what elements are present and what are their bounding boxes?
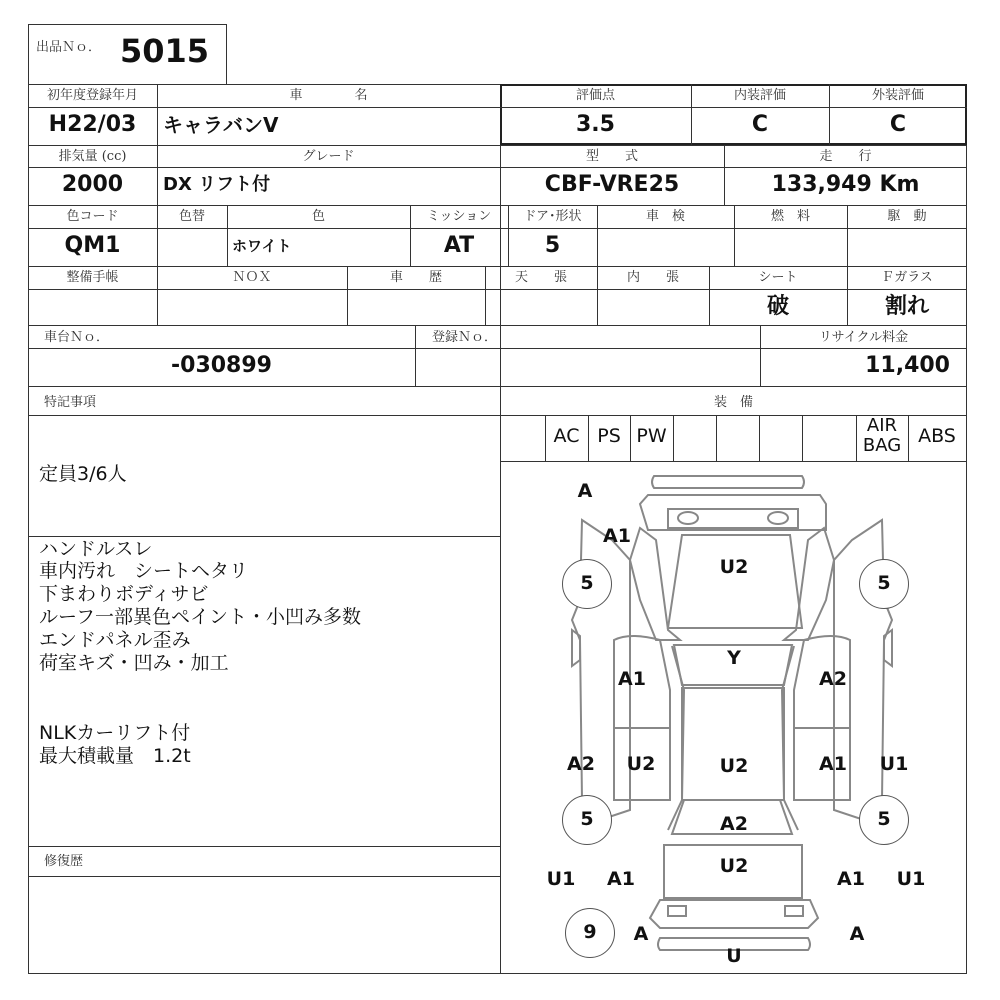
glass-value: 割れ bbox=[884, 294, 929, 319]
mark-left-rear-corner: U1 bbox=[546, 868, 576, 890]
interior-value: C bbox=[751, 112, 769, 137]
fuel-label: 燃 料 bbox=[770, 209, 810, 224]
mileage-value: 133,949 Km bbox=[771, 172, 920, 197]
repair-history-label: 修復歴 bbox=[44, 854, 84, 869]
score-value: 3.5 bbox=[576, 112, 615, 137]
door-label: ドア･形状 bbox=[523, 209, 582, 224]
mark-right-sill: U1 bbox=[879, 753, 909, 775]
notes-capacity: 定員3/6人 bbox=[39, 463, 127, 485]
drive-label: 駆 動 bbox=[887, 209, 927, 224]
reg-date-label: 初年度登録年月 bbox=[46, 88, 138, 103]
seat-value: 破 bbox=[766, 294, 789, 319]
recycle-value: 11,400 bbox=[865, 353, 950, 378]
mission-value: AT bbox=[443, 233, 475, 258]
mark-front-bumper: A bbox=[577, 480, 593, 502]
extra-line: NLKカーリフト付 bbox=[39, 722, 191, 744]
recycle-label: リサイクル料金 bbox=[818, 330, 909, 345]
mark-right-rear-corner: U1 bbox=[896, 868, 926, 890]
mark-left-door: A1 bbox=[618, 668, 646, 690]
equip-ps: PS bbox=[597, 425, 621, 447]
mark-front-left: A1 bbox=[603, 525, 631, 547]
equip-abs: ABS bbox=[918, 425, 956, 447]
lot-number-value: 5015 bbox=[120, 32, 210, 70]
defect-line: 下まわりボディサビ bbox=[39, 583, 209, 605]
score-label: 評価点 bbox=[575, 88, 615, 103]
mark-roof: U2 bbox=[719, 755, 749, 777]
mission-label: ミッション bbox=[426, 209, 492, 224]
lot-number-label: 出品Ｎｏ． bbox=[36, 40, 102, 55]
equip-ac: AC bbox=[553, 425, 580, 447]
tire-front-right: 5 bbox=[859, 559, 909, 609]
model-value: CBF-VRE25 bbox=[544, 172, 680, 197]
chassis-value: -030899 bbox=[171, 353, 272, 378]
notes-label: 特記事項 bbox=[44, 395, 97, 410]
defect-line: 車内汚れ シートヘタリ bbox=[39, 560, 249, 582]
mark-left-sill: A2 bbox=[567, 753, 595, 775]
history-label: 車 歴 bbox=[389, 270, 442, 285]
tire-rear-right: 5 bbox=[859, 795, 909, 845]
mark-left-quarter: A1 bbox=[607, 868, 635, 890]
nox-label: ＮＯＸ bbox=[232, 270, 272, 285]
mark-rear-hatch: U2 bbox=[719, 855, 749, 877]
mark-rear-left-bumper: A bbox=[633, 923, 649, 945]
mileage-label: 走 行 bbox=[819, 149, 872, 164]
roof-lining-label: 天 張 bbox=[514, 270, 567, 285]
tire-front-left: 5 bbox=[562, 559, 612, 609]
mark-right-rear-panel: A1 bbox=[819, 753, 847, 775]
defect-line: エンドパネル歪み bbox=[39, 629, 191, 651]
car-name-label: 車 名 bbox=[289, 88, 368, 103]
mark-left-rear-panel: U2 bbox=[626, 753, 656, 775]
vehicle-diagram bbox=[501, 462, 966, 973]
chassis-label: 車台Ｎｏ． bbox=[44, 330, 110, 345]
equipment-label: 装 備 bbox=[713, 395, 753, 410]
color-value: ホワイト bbox=[232, 237, 292, 255]
color-code-label: 色コード bbox=[66, 209, 119, 224]
mark-rear-window: A2 bbox=[720, 813, 748, 835]
exterior-value: C bbox=[889, 112, 907, 137]
registration-label: 登録Ｎｏ． bbox=[432, 330, 498, 345]
maintenance-label: 整備手帳 bbox=[66, 270, 119, 285]
equip-airbag: AIR BAG bbox=[862, 415, 902, 456]
extra-line: 最大積載量 1.2t bbox=[39, 745, 191, 767]
inner-lining-label: 内 張 bbox=[626, 270, 679, 285]
model-label: 型 式 bbox=[585, 149, 638, 164]
car-name-value: キャラバンV bbox=[163, 113, 279, 137]
exterior-label: 外装評価 bbox=[871, 88, 924, 103]
grade-label: グレード bbox=[302, 149, 355, 164]
equip-pw: PW bbox=[636, 425, 667, 447]
displacement-label: 排気量 (cc) bbox=[58, 149, 127, 164]
tire-spare: 9 bbox=[565, 908, 615, 958]
defect-line: 荷室キズ・凹み・加工 bbox=[39, 652, 229, 674]
color-code-value: QM1 bbox=[64, 233, 121, 258]
displacement-value: 2000 bbox=[61, 172, 124, 197]
tire-rear-left: 5 bbox=[562, 795, 612, 845]
mark-right-door: A2 bbox=[819, 668, 847, 690]
mark-rear-right-bumper: A bbox=[849, 923, 865, 945]
reg-date-value: H22/03 bbox=[48, 112, 137, 137]
seat-label: シート bbox=[758, 270, 798, 285]
interior-label: 内装評価 bbox=[733, 88, 786, 103]
inspection-label: 車 検 bbox=[645, 209, 685, 224]
grade-value: DX リフト付 bbox=[163, 174, 271, 195]
color-label: 色 bbox=[311, 209, 325, 224]
defect-line: ハンドルスレ bbox=[39, 538, 153, 560]
color-change-label: 色替 bbox=[178, 209, 205, 224]
defect-line: ルーフ一部異色ペイント・小凹み多数 bbox=[39, 606, 362, 628]
mark-rear-bumper: U bbox=[726, 945, 742, 967]
mark-windshield: U2 bbox=[719, 556, 749, 578]
mark-right-quarter: A1 bbox=[837, 868, 865, 890]
door-value: 5 bbox=[544, 233, 561, 258]
glass-label: Ｆガラス bbox=[881, 270, 933, 285]
mark-roof-front: Y bbox=[727, 647, 741, 669]
